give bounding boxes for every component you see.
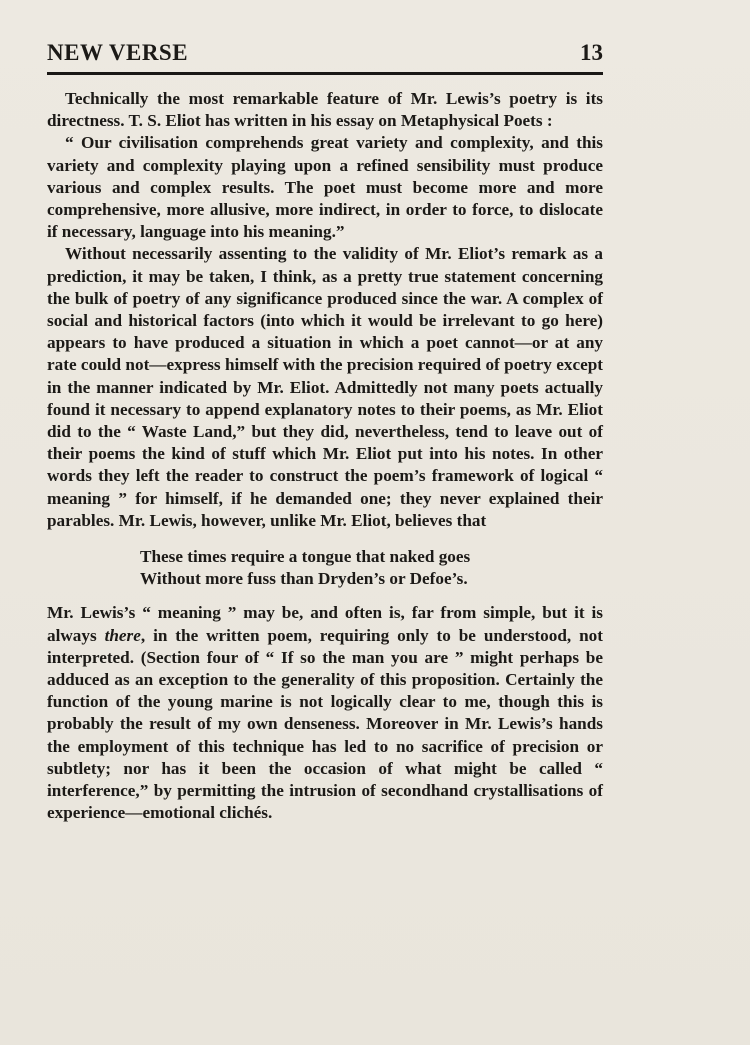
running-head: [47, 40, 603, 75]
verse-quotation: [47, 546, 603, 590]
emphasis-there: there: [104, 625, 141, 645]
page-number: 13: [580, 40, 603, 65]
paragraph-eliot-quote: “ Our civilisation comprehends great variety and complexity, and this variety and complexity playing upon a refined sensibility must produce various and complex results. The poet must become more and more comprehensive, more allusive, more indirect, in order to force, to dislocate if necessary, language into his meaning.”: [47, 133, 603, 242]
verse-line-1: These times require a tongue that naked goes: [140, 547, 471, 567]
paragraph-meaning-rest: , in the written poem, requiring only to be understood, not interpreted. (Section four of “ If so the man you are ” might perhaps be adduced as an exception to the generality of this proposition. Certainly the function of the young marine is not logically clear to me, though this is probably the result of my own denseness. Moreover in Mr. Lewis’s hands the employment of this technique has led to no sacrifice of precision or subtlety; nor has it been the occasion of what might be called “ interference,” by permitting the intrusion of secondhand crystallisations of experience—emotional clichés.: [47, 625, 603, 823]
paragraph-intro: Technically the most remarkable feature of Mr. Lewis’s poetry is its directness. T. S. Eliot has written in his essay on Metaphysical Poets :: [47, 89, 603, 131]
verse-line-2: Without more fuss than Dryden’s or Defoe’s.: [140, 569, 468, 589]
paragraph-meaning-start: Mr. Lewis’s “ meaning ” may be, and often is, far from simple, but it is always: [47, 603, 603, 645]
paragraph-meaning: [47, 602, 603, 824]
article-body: [47, 88, 603, 825]
journal-title: NEW VERSE: [47, 40, 189, 65]
paragraph-discussion: Without necessarily assenting to the validity of Mr. Eliot’s remark as a prediction, it may be taken, I think, as a pretty true statement concerning the bulk of poetry of any significance produced since the war. A complex of social and historical factors (into which it would be irrelevant to go here) appears to have produced a situation in which a poet cannot—or at any rate could not—express himself with the precision required of poetry except in the manner indicated by Mr. Eliot. Admittedly not many poets actually found it necessary to append explanatory notes to their poems, as Mr. Eliot did to the “ Waste Land,” but they did, nevertheless, tend to leave out of their poems the kind of stuff which Mr. Eliot put into his notes. In other words they left the reader to construct the poem’s framework of logical “ meaning ” for himself, if he demanded one; they never explained their parables. Mr. Lewis, however, unlike Mr. Eliot, believes that: [47, 244, 603, 530]
